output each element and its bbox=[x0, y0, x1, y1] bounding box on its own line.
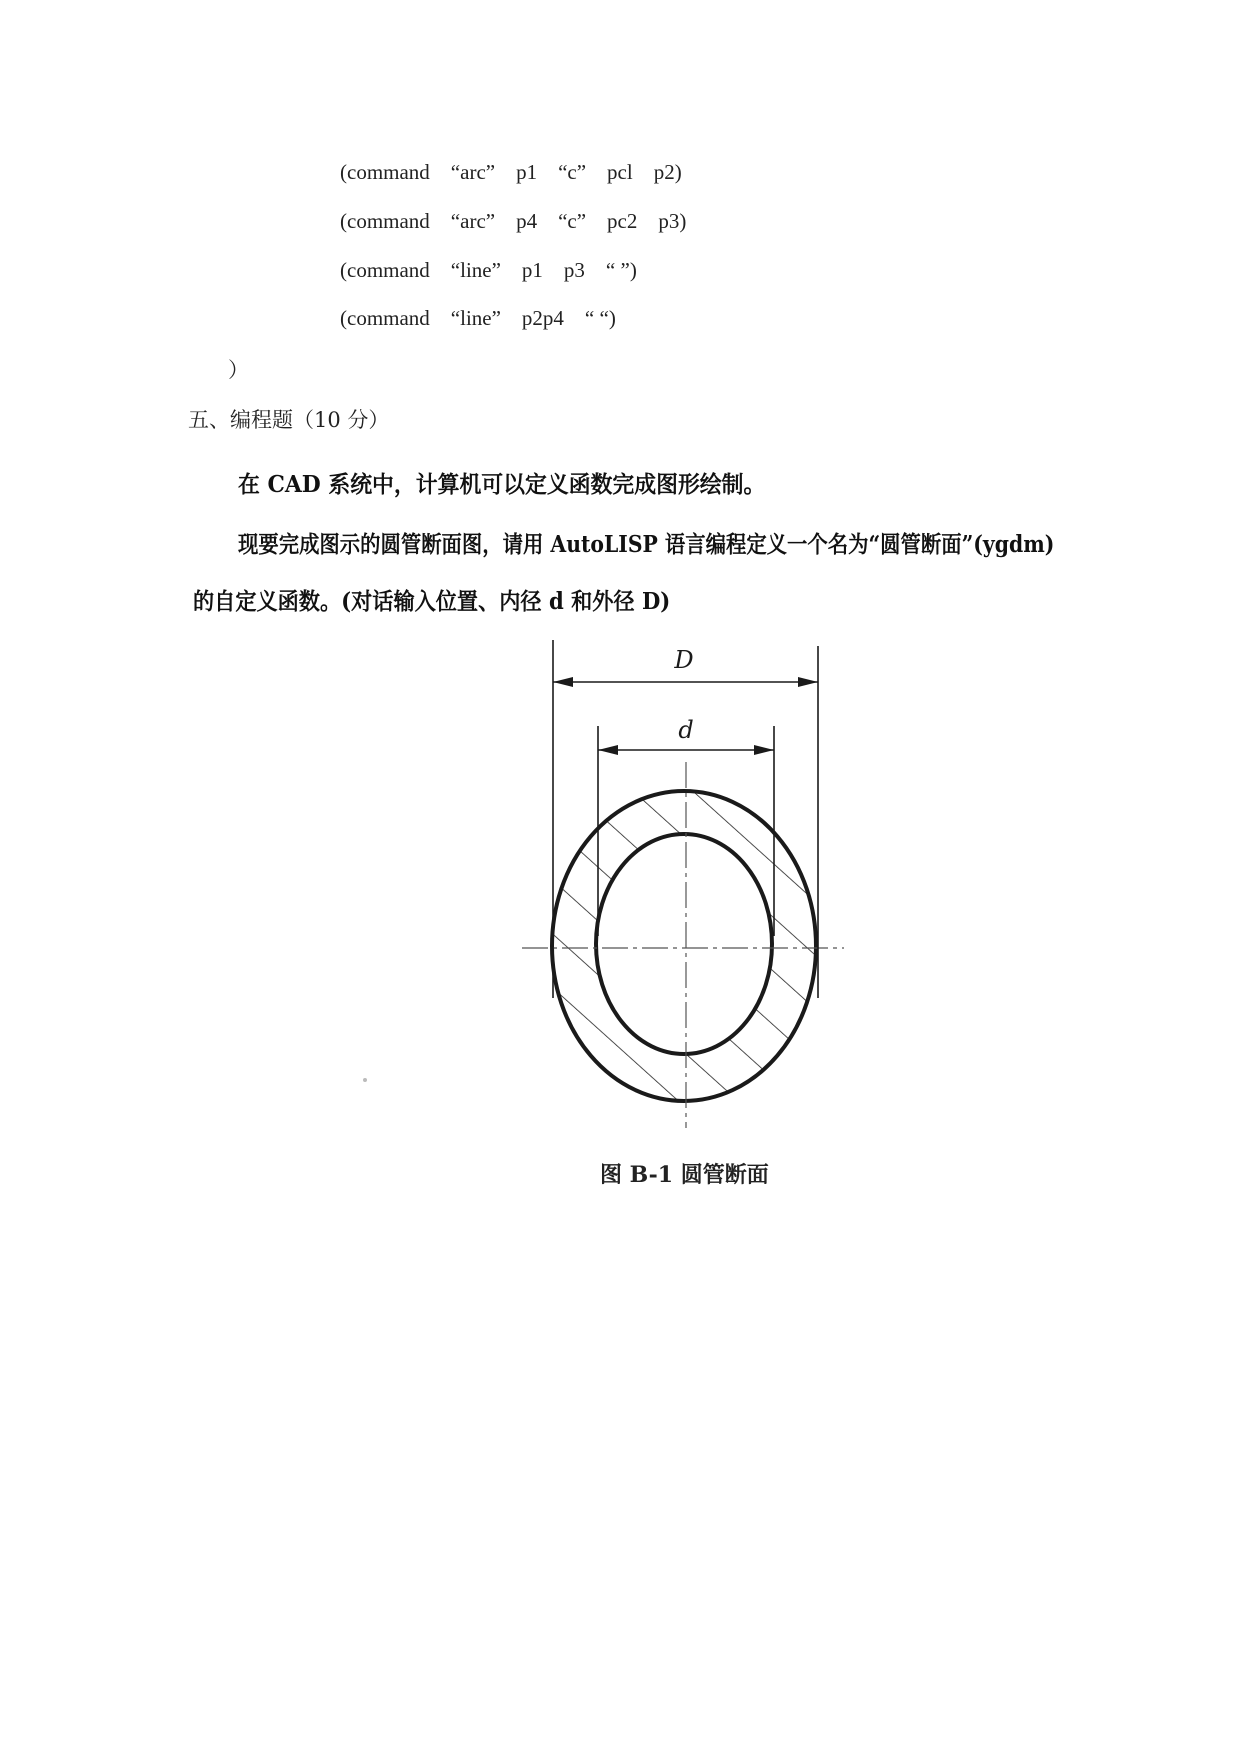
closing-paren: ） bbox=[228, 358, 249, 382]
outer-diameter-label: D bbox=[674, 646, 694, 674]
pipe-cross-section-figure bbox=[520, 636, 860, 1146]
problem-line-2: 现要完成图示的圆管断面图，请用 AutoLISP 语言编程定义一个名为“圆管断面”(ygdm) bbox=[238, 531, 1055, 558]
inner-arrow-right bbox=[754, 745, 774, 755]
outer-arrow-right bbox=[798, 677, 818, 687]
problem-line-3: 的自定义函数。(对话输入位置、内径 d 和外径 D) bbox=[193, 588, 671, 615]
inner-diameter-label: d bbox=[678, 716, 694, 744]
section-heading: 五、编程题（10 分） bbox=[188, 408, 390, 432]
inner-arrow-left bbox=[598, 745, 618, 755]
code-line-3: (command “line” p1 p3 “ ”) bbox=[340, 258, 637, 282]
outer-arrow-left bbox=[553, 677, 573, 687]
inner-circle bbox=[596, 834, 772, 1054]
code-line-4: (command “line” p2p4 “ “) bbox=[340, 306, 616, 330]
scan-speck bbox=[363, 1078, 367, 1082]
code-line-2: (command “arc” p4 “c” pc2 p3) bbox=[340, 209, 687, 233]
figure-caption: 图 B-1 圆管断面 bbox=[600, 1162, 769, 1188]
problem-line-1: 在 CAD 系统中，计算机可以定义函数完成图形绘制。 bbox=[238, 471, 766, 498]
code-line-1: (command “arc” p1 “c” pcl p2) bbox=[340, 160, 682, 184]
